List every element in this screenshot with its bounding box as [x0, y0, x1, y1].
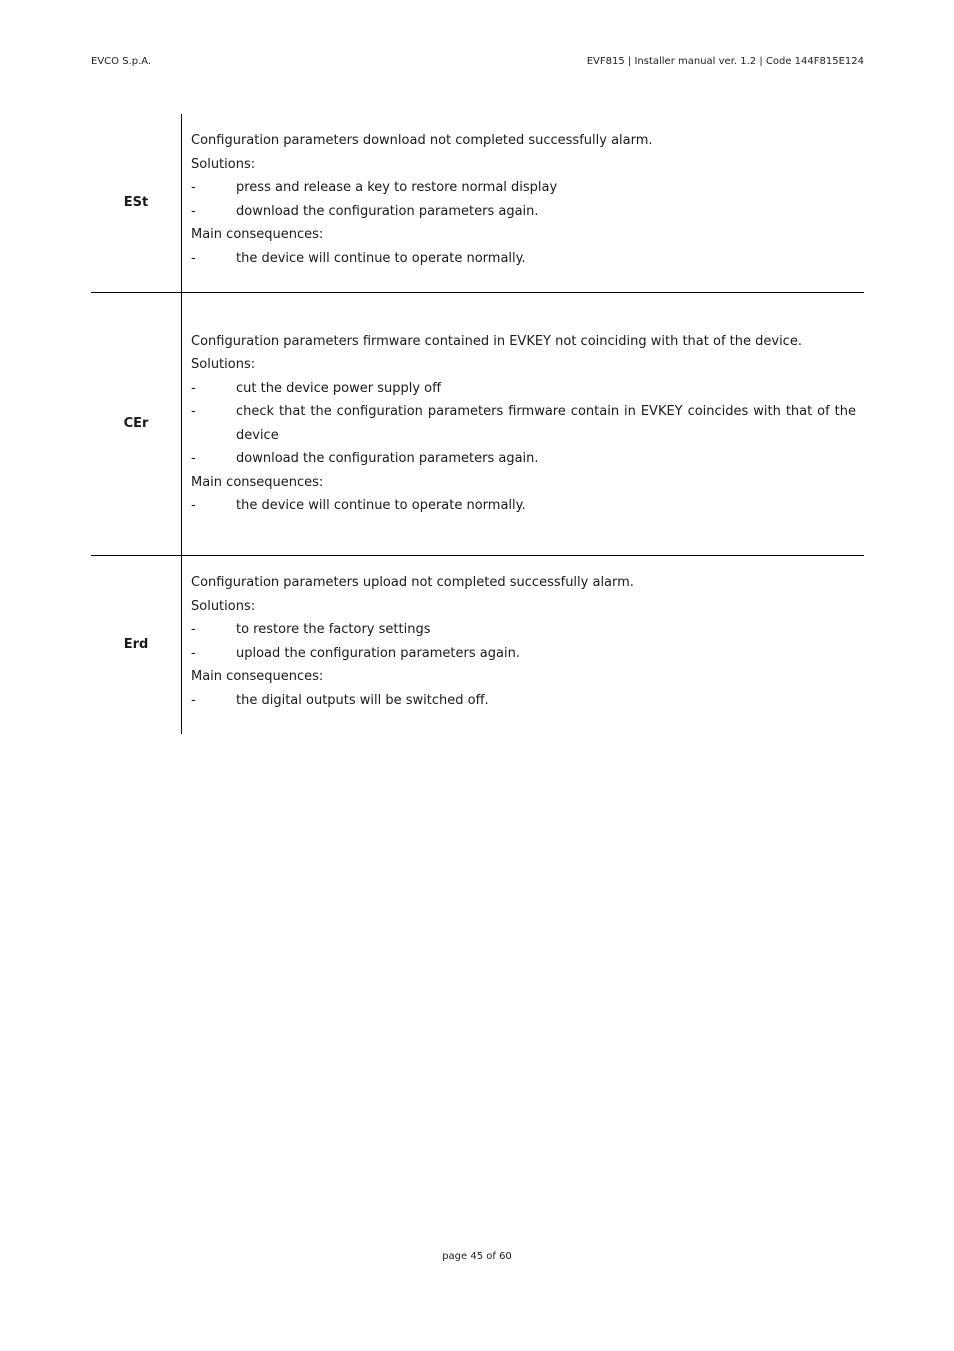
- alarm-description: Configuration parameters upload not completed successfully alarm.: [191, 575, 634, 590]
- bullet-dash: -: [191, 622, 196, 637]
- bullet-dash: -: [191, 380, 196, 396]
- list-item: [191, 618, 856, 642]
- header-document-info: EVF815 | Installer manual ver. 1.2 | Code 144F815E124: [586, 56, 864, 67]
- alarm-code: CEr: [91, 293, 182, 556]
- bullet-dash: -: [191, 250, 196, 266]
- list-item: [191, 447, 856, 471]
- table-row: [91, 114, 864, 293]
- bullet-dash: -: [191, 645, 196, 661]
- solution-text: cut the device power supply off: [236, 380, 442, 396]
- bullet-dash: -: [191, 451, 196, 466]
- solution-text: download the configuration parameters again.: [236, 203, 539, 219]
- alarm-table: [91, 114, 864, 734]
- solution-text: to restore the factory settings: [236, 622, 431, 637]
- bullet-dash: -: [191, 498, 196, 513]
- solutions-label: Solutions:: [191, 357, 256, 372]
- list-item: [191, 494, 856, 518]
- consequences-label: Main consequences:: [191, 669, 324, 684]
- list-item: [191, 176, 856, 200]
- consequence-text: the digital outputs will be switched off.: [236, 692, 489, 708]
- solution-text: press and release a key to restore normal display: [236, 180, 558, 195]
- solution-text: check that the configuration parameters firmware contain in EVKEY coincides with that of the device: [236, 404, 856, 443]
- alarm-description: Configuration parameters firmware contained in EVKEY not coinciding with that of the device.: [191, 333, 802, 349]
- solutions-label: Solutions:: [191, 598, 256, 614]
- alarm-description-cell: [182, 556, 865, 735]
- consequence-text: the device will continue to operate normally.: [236, 250, 526, 266]
- list-item: [191, 642, 856, 666]
- page-number: page 45 of 60: [442, 1251, 512, 1262]
- consequence-text: the device will continue to operate normally.: [236, 498, 526, 513]
- solution-text: download the configuration parameters again.: [236, 451, 539, 466]
- solutions-label: Solutions:: [191, 156, 256, 172]
- list-item: [191, 400, 856, 447]
- table-row: [91, 293, 864, 556]
- consequences-label: Main consequences:: [191, 474, 324, 490]
- solution-text: upload the configuration parameters again.: [236, 645, 520, 661]
- bullet-dash: -: [191, 203, 196, 219]
- bullet-dash: -: [191, 404, 196, 419]
- alarm-description-cell: [182, 293, 865, 556]
- alarm-description: Configuration parameters download not completed successfully alarm.: [191, 133, 653, 148]
- bullet-dash: -: [191, 692, 196, 708]
- consequences-label: Main consequences:: [191, 227, 324, 242]
- list-item: [191, 377, 856, 401]
- bullet-dash: -: [191, 180, 196, 195]
- list-item: [191, 247, 856, 271]
- list-item: [191, 200, 856, 224]
- alarm-description-cell: [182, 114, 865, 293]
- list-item: [191, 689, 856, 713]
- header-company: EVCO S.p.A.: [91, 56, 152, 67]
- table-row: [91, 556, 864, 735]
- alarm-code: Erd: [91, 556, 182, 735]
- alarm-code: ESt: [91, 114, 182, 293]
